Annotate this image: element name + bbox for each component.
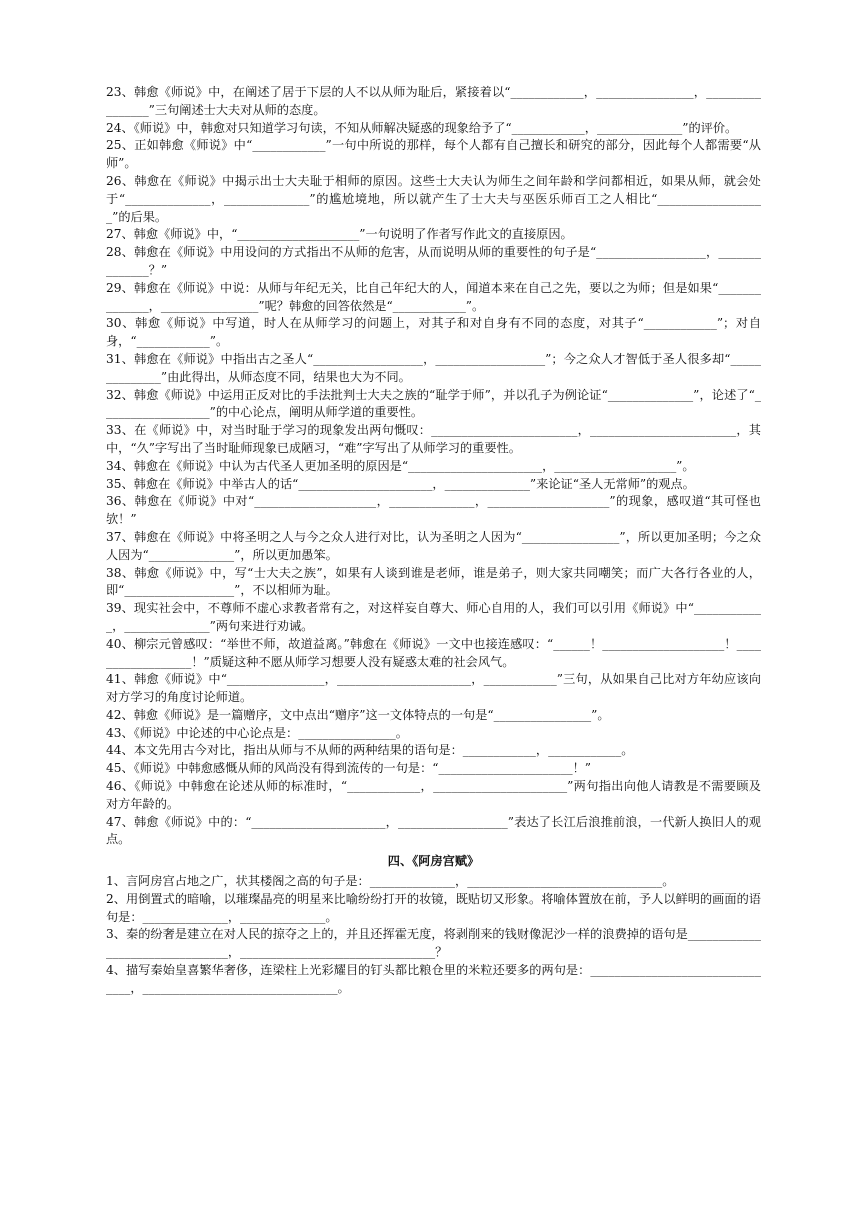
question-item: 31、韩愈在《师说》中指出古之圣人“__________________，__________________”；今之众人才智低于圣人很多却“______________”由此得出，从师态度不同，结果也大为不同。	[106, 351, 761, 384]
question-item: 23、韩愈《师说》中，在阐述了居于下层的人不以从师为耻后，紧接着以“____________，________________，________________”三句阐述士大夫对从师的态度。	[106, 85, 761, 117]
question-item: 41、韩愈《师说》中“________________，______________________，____________”三句，从如果自己比对方年幼应该向对方学习的角度讨论师道。	[106, 672, 761, 705]
section-heading: 四、《阿房宫赋》	[387, 854, 480, 869]
question-item: 34、韩愈在《师说》中认为古代圣人更加圣明的原因是“______________________，____________________”。	[106, 458, 695, 473]
shishuo-question-list	[106, 84, 761, 849]
question-item: 2、用倒置式的暗喻，以璀璨晶亮的明星来比喻纷纷打开的妆镜，既贴切又形象。将喻体置放在前，予人以鲜明的画面的语句是：______________，______________。	[106, 891, 761, 924]
question-item: 35、韩愈在《师说》中举古人的话“______________________，______________”来论证“圣人无常师”的观点。	[106, 476, 695, 491]
question-item: 3、秦的纷奢是建立在对人民的掠夺之上的，并且还挥霍无度，将剥削来的钱财像泥沙一样的浪费掉的语句是________________________________，________________________________？	[106, 927, 761, 960]
question-item: 37、韩愈在《师说》中将圣明之人与今之众人进行对比，认为圣明之人因为“________________”，所以更加圣明；今之众人因为“______________”，所以更加愚笨。	[106, 529, 761, 562]
question-item: 28、韩愈在《师说》中用设问的方式指出不从师的危害，从而说明从师的重要性的句子是“__________________，______________？”	[106, 245, 761, 277]
question-item: 44、本文先用古今对比，指出从师与不从师的两种结果的语句是：____________，____________。	[106, 743, 634, 758]
question-item: 25、正如韩愈《师说》中“____________”一句中所说的那样，每个人都有自己擅长和研究的部分，因此每个人都需要“从师”。	[106, 138, 761, 171]
question-item: 26、韩愈在《师说》中揭示出士大夫耻于相师的原因。这些士大夫认为师生之间年龄和学问都相近，如果从师，就会处于“______________，______________”的尴尬境地，所以就产生了士大夫与巫医乐师百工之人相比“__________________”的后果。	[106, 173, 761, 224]
question-item: 47、韩愈《师说》中的：“______________________，__________________”表达了长江后浪推前浪，一代新人换旧人的观点。	[106, 814, 761, 847]
worksheet-page	[106, 84, 761, 998]
question-item: 4、描写秦始皇喜繁华奢侈，连梁柱上光彩耀目的钉头都比粮仓里的米粒还要多的两句是：________________________________，________________________________。	[106, 963, 761, 995]
question-item: 27、韩愈《师说》中，“____________________”一句说明了作者写作此文的直接原因。	[106, 227, 573, 242]
question-item: 1、言阿房宫占地之广，状其楼阁之高的句子是：______________，________________________________。	[106, 874, 675, 889]
question-item: 45、《师说》中韩愈感慨从师的风尚没有得到流传的一句是：“______________________！”	[106, 761, 591, 776]
question-item: 46、《师说》中韩愈在论述从师的标准时，“____________，______________________”两句指出向他人请教是不需要顾及对方年龄的。	[106, 779, 761, 811]
question-item: 43、《师说》中论述的中心论点是：________________。	[106, 725, 408, 740]
question-item: 24、《师说》中，韩愈对只知道学习句读，不知从师解决疑惑的现象给予了“____________，______________”的评价。	[106, 120, 738, 135]
question-item: 36、韩愈在《师说》中对“____________________，______________，____________________”的现象，感叹道“其可怪也欤！”	[106, 494, 761, 527]
question-item: 39、现实社会中，不尊师不虚心求教者常有之，对这样妄自尊大、师心自用的人，我们可以引用《师说》中“____________，______________”两句来进行劝诫。	[106, 601, 761, 633]
question-item: 30、韩愈《师说》中写道，时人在从师学习的问题上，对其子和对自身有不同的态度，对其子“____________”；对自身，“____________”。	[106, 316, 761, 349]
question-item: 32、韩愈《师说》中运用正反对比的手法批判士大夫之族的“耻学于师”，并以孔子为例论证“______________”，论述了“__________________”的中心论点，阐明从师学道的重要性。	[106, 387, 761, 420]
question-item: 42、韩愈《师说》是一篇赠序，文中点出“赠序”这一文体特点的一句是“________________”。	[106, 707, 610, 722]
question-item: 33、在《师说》中，对当时耻于学习的现象发出两句慨叹：________________________，________________________，其中，“久”字写出了当时耻师现象已成陋习，“难”字写出了从师学习的重要性。	[106, 423, 761, 455]
afanggong-question-list	[106, 873, 761, 998]
question-item: 29、韩愈在《师说》中说：从师与年纪无关，比自己年纪大的人，闻道本来在自己之先，要以之为师；但是如果“______________，________________”呢？韩愈的回答依然是“____________”。	[106, 280, 761, 313]
question-item: 40、柳宗元曾感叹：“举世不师，故道益离。”韩愈在《师说》一文中也接连感叹：“______！____________________！__________________！”质疑这种不愿从师学习想要人没有疑惑太难的社会风气。	[106, 636, 761, 669]
question-item: 38、韩愈《师说》中，写“士大夫之族”，如果有人谈到谁是老师，谁是弟子，则大家共同嘲笑；而广大各行各业的人，即“__________________”，不以相师为耻。	[106, 565, 761, 598]
